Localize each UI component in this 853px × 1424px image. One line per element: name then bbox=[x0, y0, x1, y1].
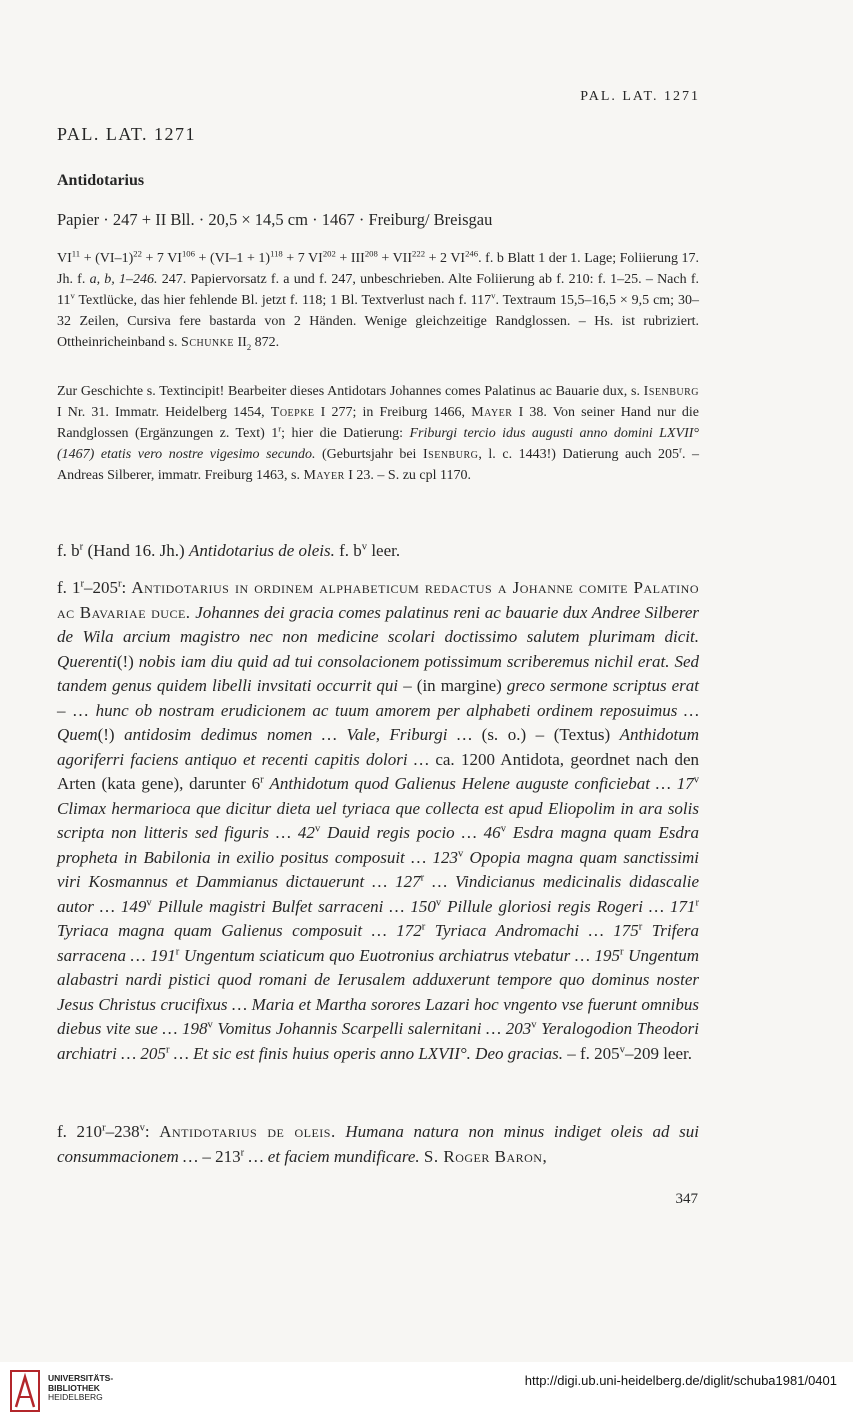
codicology-paragraph: $VI^{11} + (VI-1)^{22} + 7$ $VI^{106} + (VI-1 + 1)^{118} + 7$ $VI^{202} + III^{208} + VII^{222} + 2$ VI$^{246}$. f. b Blatt 1 der 1. Lage; Foliierung 17. Jh. f. a, b, 1–246. 247. Papiervorsatz f. a und f. 247, unbeschrieben. Alte Foliierung ab f. 210: f. 1–25. – Nach f. 11$^v$ Textlücke, das hier fehlende Bl. jetzt f. 118; 1 Bl. Textverlust nach f. 117$^v$. Textraum 15,5–16,5 × 9,5 cm; 30–32 Zeilen, Cursiva fere bastarda von 2 Händen. Wenige gleichzeitige Randglossen. – Hs. ist rubriziert. Ottheinricheinband s. Schunke $II_2$ 872. bbox=[57, 248, 700, 352]
entry: Ungentum alabastri nardi pistici quod romani de Ierusalem adduxerunt tempore quo dominus noster Jesus Christus crucifixus … Maria et Martha sorores Lazari hoc vngento vse fuerunt omnibus diebus vite sue … 198 bbox=[57, 945, 699, 1038]
history-text: I 23. – S. zu cpl 1170. bbox=[348, 468, 471, 483]
folio-side: r bbox=[620, 945, 624, 957]
hand-note: (Hand 16. Jh.) bbox=[87, 541, 185, 560]
text-heading: Antidotarius de oleis. bbox=[159, 1122, 336, 1141]
entry: Tyriaca Andromachi … 175 bbox=[434, 921, 639, 940]
hand-note: leer. bbox=[371, 541, 401, 560]
incipit: antidosim dedimus nomen … Vale, Friburgi … bbox=[124, 725, 473, 744]
codicology-text: Blatt 1 der 1. Lage; Foliierung 17. Jh. f. bbox=[57, 251, 700, 287]
history-text: Zur Geschichte s. Textincipit! Bearbeiter dieses Antidotars Johannes comes Palatinus ac Bauarie dux, s. bbox=[57, 384, 640, 399]
entry: Opopia magna quam sanctissimi viri Kosmannus et Dammianus dictauerunt … 127 bbox=[57, 847, 699, 891]
author-citation: Toepke bbox=[270, 405, 315, 420]
folio-side: v bbox=[207, 1019, 213, 1031]
punct: : bbox=[144, 1122, 150, 1141]
folio-side: r bbox=[421, 921, 426, 933]
author-citation: Schunke bbox=[181, 335, 234, 350]
text-heading: Antidotarius in ordinem alphabeticum redactus a Johanne comite Palatino ac Bavariae duce. bbox=[57, 578, 699, 622]
folio-ref: –238 bbox=[105, 1122, 140, 1141]
editorial-note: (s. o.) – (Textus) bbox=[481, 725, 611, 744]
folio-side: r bbox=[118, 578, 122, 590]
explicit: … Et sic est finis huius operis anno LXVII°. Deo gracias. bbox=[173, 1043, 563, 1063]
history-paragraph bbox=[57, 381, 699, 486]
folio-ref: f. 1 bbox=[57, 578, 81, 597]
folio-side: r bbox=[80, 578, 85, 590]
entry: Pillule magistri Bulfet sarraceni … 150 bbox=[157, 896, 436, 916]
folio-side: r bbox=[240, 1146, 245, 1158]
folio-side: r bbox=[679, 444, 682, 455]
library-name-line: HEIDELBERG bbox=[48, 1392, 103, 1402]
editorial-note: ca. 1200 Antidota, geordnet nach den Arten (kata gene), darunter 6 bbox=[57, 749, 699, 793]
folio-side: r bbox=[175, 945, 180, 957]
folio-side: r bbox=[695, 896, 700, 908]
history-text: (Geburtsjahr bei bbox=[322, 447, 417, 462]
dating-quote: Friburgi tercio idus augusti anno domini LXVII° (1467) etatis vero nostre vigesimo secundo. bbox=[57, 426, 699, 462]
folio-ref: f. 210 bbox=[57, 1122, 103, 1141]
main-text-paragraph bbox=[57, 576, 699, 1066]
library-name-line: BIBLIOTHEK bbox=[48, 1382, 100, 1393]
history-text: ; hier die Datierung: bbox=[281, 426, 404, 441]
folio-ref: 213 bbox=[215, 1146, 241, 1166]
entry: Pillule gloriosi regis Rogeri … 171 bbox=[447, 896, 696, 916]
second-text-paragraph bbox=[57, 1120, 699, 1169]
folio-ref: –205 bbox=[84, 578, 119, 597]
entry: Dauid regis pocio … 46 bbox=[327, 823, 501, 842]
margin-note: – (in margine) bbox=[403, 676, 502, 695]
entry: Climax hermarioca que dicitur dieta uel tyriaca que collecta est apud Eliopolim in ara solis scripta non litteris sed figuris … 42 bbox=[57, 798, 699, 842]
folio-side: r bbox=[79, 541, 84, 553]
author-citation: Mayer bbox=[471, 405, 513, 420]
folio-side: v bbox=[435, 896, 442, 908]
incipit: nobis iam diu quid ad tui consolacionem potissimum scriberemus nichil erat. Sed tandem genus quidem libelli invsitati occurrit qui bbox=[57, 651, 699, 695]
codicology-text: 247. Papiervorsatz f. a und f. 247, unbeschrieben. Alte Foliierung ab f. 210: f. 1–25. – Nach f. 11 bbox=[57, 272, 699, 308]
incipit: greco sermone scriptus erat bbox=[506, 676, 700, 695]
entry: Trifera sarracena … 191 bbox=[57, 921, 700, 965]
folio-side: v bbox=[531, 1019, 537, 1031]
folio-side: r bbox=[165, 1043, 170, 1055]
physical-description: Papier · 247 + II Bll. · 20,5 × 14,5 cm · 1467 · Freiburg/ Breisgau bbox=[57, 210, 493, 229]
folio-side: v bbox=[619, 1043, 625, 1055]
punct: : bbox=[121, 578, 127, 597]
textus: Anthidotum agoriferri faciens antiquo et recenti capitis dolori … bbox=[57, 725, 700, 769]
footer-bar bbox=[0, 1362, 853, 1424]
running-head: PAL. LAT. 1271 bbox=[580, 89, 700, 104]
folio-ref: f. b bbox=[339, 541, 362, 560]
manuscript-subtitle: Antidotarius bbox=[57, 172, 145, 189]
folio-ref: – f. 205 bbox=[567, 1043, 620, 1063]
folio-side: v bbox=[361, 541, 368, 553]
punct: – … bbox=[57, 700, 90, 720]
folio-side: v bbox=[457, 847, 464, 859]
incipit: hunc ob nostram erudicionem ac tuum amorem per alphabeti ordinem reposuimus … Quem bbox=[57, 700, 700, 744]
codicology-text: . Textraum 15,5–16,5 × 9,5 cm; 30–32 Zeilen, Cursiva fere bastarda von 2 Händen. Wenige gleichzeitige Randglossen. – Hs. ist rubriziert. Ottheinricheinband s. bbox=[57, 293, 699, 350]
entry: Esdra magna quam Esdra propheta in Babilonia in exilio positus composuit … 123 bbox=[57, 823, 700, 867]
incipit: Johannes dei gracia comes palatinus reni ac bauarie dux Andree Silberer de Wila arcium magistro nec non medicine scolari doctissimo salutem plurimam dicit. Querenti bbox=[57, 602, 700, 671]
folio-side: r bbox=[260, 774, 264, 786]
folio-side: v bbox=[314, 823, 321, 835]
folio-side: v bbox=[139, 1122, 145, 1134]
source-url-link[interactable]: http://digi.ub.uni-heidelberg.de/diglit/schuba1981/0401 bbox=[524, 1373, 837, 1388]
sic-mark: (!) bbox=[97, 725, 115, 744]
entry: Ungentum sciaticum quo Euotronius archiatrus vtebatur … 195 bbox=[183, 945, 621, 965]
entry: … Vindicianus medicinalis didascalie autor … 149 bbox=[57, 872, 700, 916]
codicology-text: . f. b bbox=[478, 251, 504, 266]
folio-side: v bbox=[500, 823, 506, 835]
citation-page: 872. bbox=[254, 335, 280, 350]
folio-ref: –209 leer. bbox=[624, 1043, 692, 1063]
citation-sub: 2 bbox=[246, 341, 252, 352]
manuscript-title: PAL. LAT. 1271 bbox=[57, 124, 197, 144]
sic-mark: (!) bbox=[116, 651, 134, 671]
explicit: … et faciem mundificare. bbox=[248, 1146, 420, 1166]
history-text: I 38. Von seiner Hand nur die Randglossen (Ergänzungen z. Text) 1 bbox=[57, 405, 700, 441]
library-name bbox=[48, 1374, 113, 1403]
history-text: . – Andreas Silberer, immatr. Freiburg 1463, s. bbox=[57, 447, 700, 483]
folio-side: r bbox=[278, 423, 282, 434]
author-citation: S. Roger Baron, bbox=[423, 1146, 548, 1166]
history-text: I 277; in Freiburg 1466, bbox=[320, 405, 466, 420]
author-citation: Isenburg bbox=[423, 447, 479, 462]
folio-side: v bbox=[70, 290, 75, 301]
history-text: , l. c. 1443!) Datierung auch 205 bbox=[478, 447, 680, 462]
history-text: I Nr. 31. Immatr. Heidelberg 1454, bbox=[57, 405, 265, 420]
library-logo-icon bbox=[10, 1369, 40, 1413]
folio-side: v bbox=[491, 290, 496, 301]
folio-side: r bbox=[420, 872, 425, 884]
work-title: Antidotarius de oleis. bbox=[188, 541, 335, 560]
citation-ref: II bbox=[237, 335, 247, 350]
folio-side: r bbox=[638, 921, 643, 933]
foliation-range: a, b, 1–246. bbox=[89, 272, 158, 287]
entry: Yeralogodion Theodori archiatri … 205 bbox=[57, 1019, 700, 1063]
entry: Anthidotum quod Galienus Helene auguste conficiebat … 17 bbox=[269, 774, 694, 793]
hand-line bbox=[57, 539, 699, 564]
entry: Vomitus Johannis Scarpelli salernitani … 203 bbox=[217, 1019, 532, 1038]
author-citation: Mayer bbox=[303, 468, 345, 483]
codicology-text: Textlücke, das hier fehlende Bl. jetzt f. 118; 1 Bl. Textverlust nach f. 117 bbox=[78, 293, 492, 308]
folio-side: v bbox=[146, 896, 152, 908]
incipit: Humana natura non minus indiget oleis ad sui consummacionem … – bbox=[57, 1122, 700, 1166]
folio-ref: f. b bbox=[57, 541, 80, 560]
library-name-line: UNIVERSITÄTS- bbox=[48, 1373, 114, 1383]
page-number: 347 bbox=[675, 1191, 698, 1207]
folio-side: v bbox=[693, 774, 699, 786]
author-citation: Isenburg bbox=[643, 384, 699, 399]
entry: Tyriaca magna quam Galienus composuit … 172 bbox=[57, 921, 422, 940]
folio-side: r bbox=[102, 1122, 106, 1134]
